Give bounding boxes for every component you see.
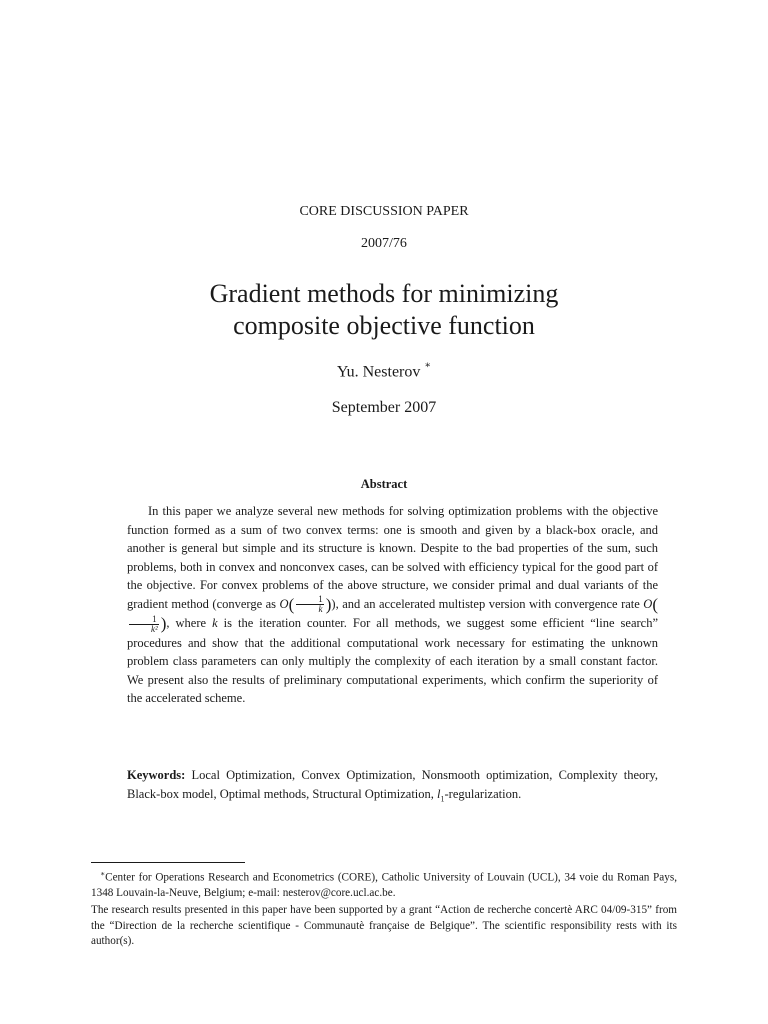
abstract-heading: Abstract — [360, 477, 408, 491]
abstract-text-1: In this paper we analyze several new methods for solving optimization problems with the objective function formed as a sum of two convex terms: one is smooth and given by a black-box oracle, and another is general but simple and its structure is known. Despite to the bad properties of the sum, such problems, both in convex and nonconvex cases, can be solved with efficiency typical for the good part of the objective. For convex problems of the above structure, we consider primal and dual variants of the gradient method (converge as — [127, 504, 658, 611]
rate2-fraction — [129, 615, 159, 634]
footnote-text: Center for Operations Research and Econometrics (CORE), Catholic University of Louvain (UCL), 34 voie du Roman Pays, 1348 Louvain-la-Neuve, Belgium; e-mail: nesterov@core.ucl.ac.be. — [91, 871, 677, 900]
title-line-2: composite objective function — [233, 311, 535, 340]
footnote — [91, 866, 677, 902]
abstract-text-4: is the iteration counter. For all methods, we suggest some efficient “line search” procedures and show that the additional computational work necessary for estimating the unknown problem class parameters can only multiply the complexity of each iteration by a small constant factor. We present also the results of preliminary computational experiments, which confirm the superiority of the accelerated scheme. — [127, 616, 658, 706]
rate2-big-o: O — [643, 596, 653, 611]
rate1-denominator: k — [318, 604, 323, 615]
paper-series: CORE DISCUSSION PAPER — [299, 204, 469, 219]
iteration-variable: k — [212, 616, 218, 631]
support-note: The research results presented in this paper have been supported by a grant “Action de recherche concertè ARC 04/09-315” from the “Direction de la recherche scientifique - Communautè française de Belgique”. The scientific responsibility rests with its author(s). — [91, 904, 677, 947]
l1-symbol: l — [437, 786, 441, 801]
abstract-body — [127, 502, 658, 708]
rate1-big-o: O — [279, 596, 289, 611]
keywords-text-b: -regularization. — [444, 786, 522, 801]
paper-date: September 2007 — [331, 399, 437, 416]
abstract-text-2: ), and an accelerated multistep version with convergence rate — [331, 596, 644, 611]
abstract-text-3: , where — [166, 616, 213, 631]
footnote-rule — [91, 862, 245, 863]
rate1-fraction — [296, 595, 324, 614]
keywords-text-a: Local Optimization, Convex Optimization, Nonsmooth optimization, Complexity theory, Black-box model, Optimal methods, Structural Optimization, — [127, 768, 658, 801]
author-name: Yu. Nesterov — [336, 363, 421, 381]
rate2-denominator: k² — [151, 623, 158, 634]
rate2-numerator: 1 — [129, 615, 159, 625]
footnote-marker: ∗ — [100, 869, 106, 878]
rate2-paren-close: ) — [160, 614, 167, 633]
author-footnote-marker: ∗ — [424, 360, 432, 371]
rate1-paren-open: ( — [288, 594, 295, 614]
l1-subscript: 1 — [440, 794, 445, 803]
paper-title — [0, 278, 768, 342]
keywords-label: Keywords: — [127, 768, 186, 782]
rate1-paren-close: ) — [325, 594, 332, 614]
paper-number: 2007/76 — [361, 236, 407, 251]
rate2-paren-open: ( — [652, 594, 658, 614]
rate1-numerator: 1 — [296, 595, 324, 605]
author — [0, 362, 768, 381]
title-line-1: Gradient methods for minimizing — [209, 279, 559, 308]
keywords — [127, 766, 658, 809]
